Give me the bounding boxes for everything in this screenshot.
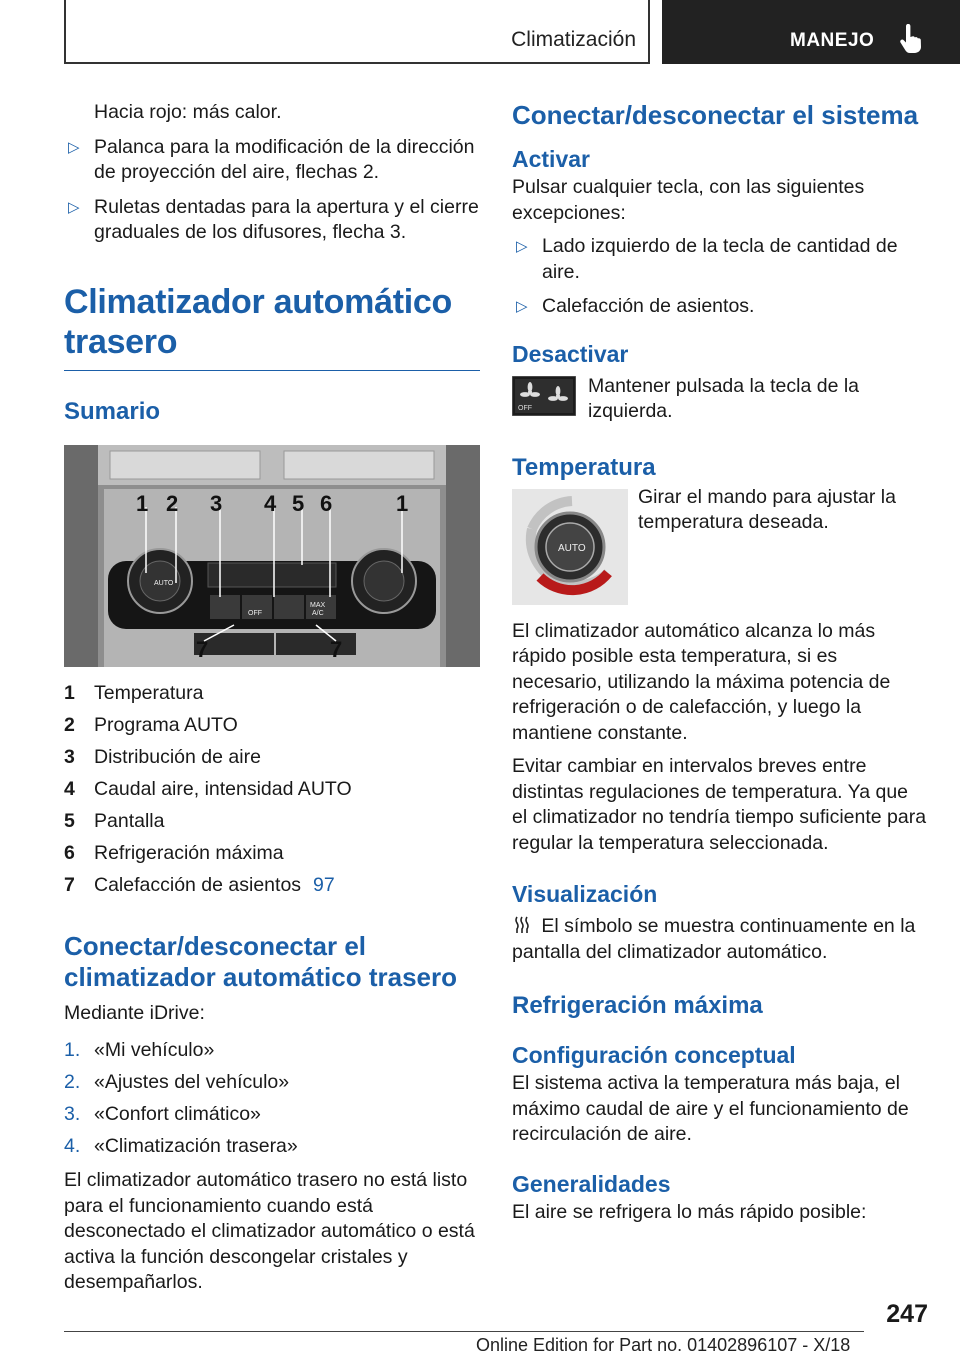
deactivate-heading: Desactivar (512, 340, 629, 367)
off-fan-button-icon (512, 376, 576, 416)
right-column (512, 100, 928, 1233)
list-item: 4. «Climatización trasera» (64, 1135, 298, 1157)
activate-heading: Activar (512, 146, 590, 172)
control-panel-photo (64, 445, 480, 667)
figure-callout: 3 (210, 490, 223, 516)
section-heading: Climatizador automático trasero (64, 282, 480, 371)
bullet-text: Palanca para la modificación de la dirección de proyección del aire, flechas 2. (94, 135, 475, 183)
figure-callout: 7 (196, 636, 209, 662)
edition-note: Online Edition for Part no. 01402896107 - X/18 (476, 1335, 851, 1355)
figure-button-label: AUTO (154, 579, 174, 587)
figure-button-label: A/C (312, 609, 324, 617)
figure-callout: 6 (320, 490, 333, 516)
figure-button-label: OFF (248, 609, 262, 617)
triangle-bullet-icon: ▷ (68, 198, 80, 216)
list-item: 5 Pantalla (64, 809, 165, 832)
footer-divider (64, 1331, 864, 1332)
figure-button-label: MAX (310, 601, 326, 609)
auto-label: AUTO (558, 542, 586, 554)
concept-heading: Configuración conceptual (512, 1042, 796, 1068)
figure-callout: 7 (330, 636, 343, 662)
activate-text: Pulsar cualquier tecla, con las siguientes excepciones: (512, 176, 865, 224)
temperature-paragraph: Evitar cambiar en intervalos breves entre distintas regulaciones de temperatura. Ya que el climatizador no tendría tiempo suficiente para regular la temperatura seleccionada. (512, 755, 927, 854)
bullet-text: Ruletas dentadas para la apertura y el cierre graduales de los difusores, flecha 3. (94, 195, 479, 243)
list-item: ▷ Calefacción de asientos. (512, 294, 928, 320)
temperature-text: Girar el mando para ajustar la temperatura deseada. (638, 485, 896, 533)
control-panel-illustration (64, 445, 480, 667)
intro-line: Hacia rojo: más calor. (94, 101, 282, 123)
figure-callout: 5 (292, 490, 305, 516)
figure-callout: 2 (166, 490, 179, 516)
subsection-heading: Conectar/desconectar el climatizador automático trasero (64, 930, 457, 992)
concept-paragraph: El sistema activa la temperatura más baja, el máximo caudal de aire y el funcionamiento de recirculación de aire. (512, 1072, 909, 1145)
deactivate-row (512, 374, 928, 425)
triangle-bullet-icon: ▷ (68, 138, 80, 156)
via-idrive-text: Mediante iDrive: (64, 1001, 205, 1024)
seat-heating-symbol-icon (512, 915, 532, 935)
system-heading: Conectar/desconectar el sistema (512, 100, 919, 130)
display-heading: Visualización (512, 881, 658, 907)
closing-paragraph: El climatizador automático trasero no está listo para el funcionamiento cuando está desconectado el climatizador automático o está activa la función descongelar cristales y desempañarlos. (64, 1169, 475, 1293)
off-label: OFF (518, 404, 532, 412)
list-item: ▷ Lado izquierdo de la tecla de cantidad de aire. (516, 235, 898, 283)
summary-heading: Sumario (64, 397, 161, 425)
list-item (64, 135, 480, 186)
list-item: 6 Refrigeración máxima (64, 841, 284, 864)
section-tab (64, 0, 650, 64)
triangle-bullet-icon: ▷ (516, 298, 528, 315)
list-item: 3 Distribución de aire (64, 745, 261, 768)
temperature-knob-icon (512, 489, 628, 605)
section-title: Climatización (511, 28, 636, 51)
page-reference-link[interactable]: 97 (313, 873, 335, 896)
figure-callout: 1 (136, 490, 149, 516)
general-heading: Generalidades (512, 1170, 671, 1197)
page-header (0, 0, 960, 66)
left-column (64, 100, 480, 1304)
list-item: 2. «Ajustes del vehículo» (64, 1071, 290, 1093)
deactivate-text: Mantener pulsada la tecla de la izquierda. (588, 374, 860, 422)
legend-list (64, 677, 480, 901)
triangle-bullet-icon: ▷ (516, 238, 528, 255)
chapter-title: MANEJO (790, 30, 875, 51)
list-item: 4 Caudal aire, intensidad AUTO (64, 777, 352, 800)
chapter-tab (662, 0, 960, 64)
display-paragraph: El símbolo se muestra continuamente en la pantalla del climatizador automático. (512, 915, 916, 963)
list-item: 1 Temperatura (64, 681, 204, 704)
list-item: 1. «Mi vehículo» (64, 1039, 215, 1061)
pointing-hand-icon (898, 24, 924, 54)
steps-list (64, 1034, 480, 1162)
list-item: 7 Calefacción de asientos 97 (64, 873, 335, 896)
page-number: 247 (886, 1300, 928, 1328)
figure-callout: 4 (264, 490, 277, 516)
maxcool-heading: Refrigeración máxima (512, 992, 763, 1019)
general-paragraph: El aire se refrigera lo más rápido posible: (512, 1200, 867, 1223)
list-item (64, 195, 480, 246)
temperature-row (512, 485, 928, 605)
temperature-paragraph: El climatizador automático alcanza lo más rápido posible esta temperatura, si es necesario, utilizando la máxima potencia de refrigeración o de calefacción, y luego la mantiene constante. (512, 619, 891, 744)
temperature-heading: Temperatura (512, 453, 656, 481)
list-item: 3. «Confort climático» (64, 1103, 261, 1125)
list-item: 2 Programa AUTO (64, 713, 238, 736)
figure-callout: 1 (396, 490, 409, 516)
